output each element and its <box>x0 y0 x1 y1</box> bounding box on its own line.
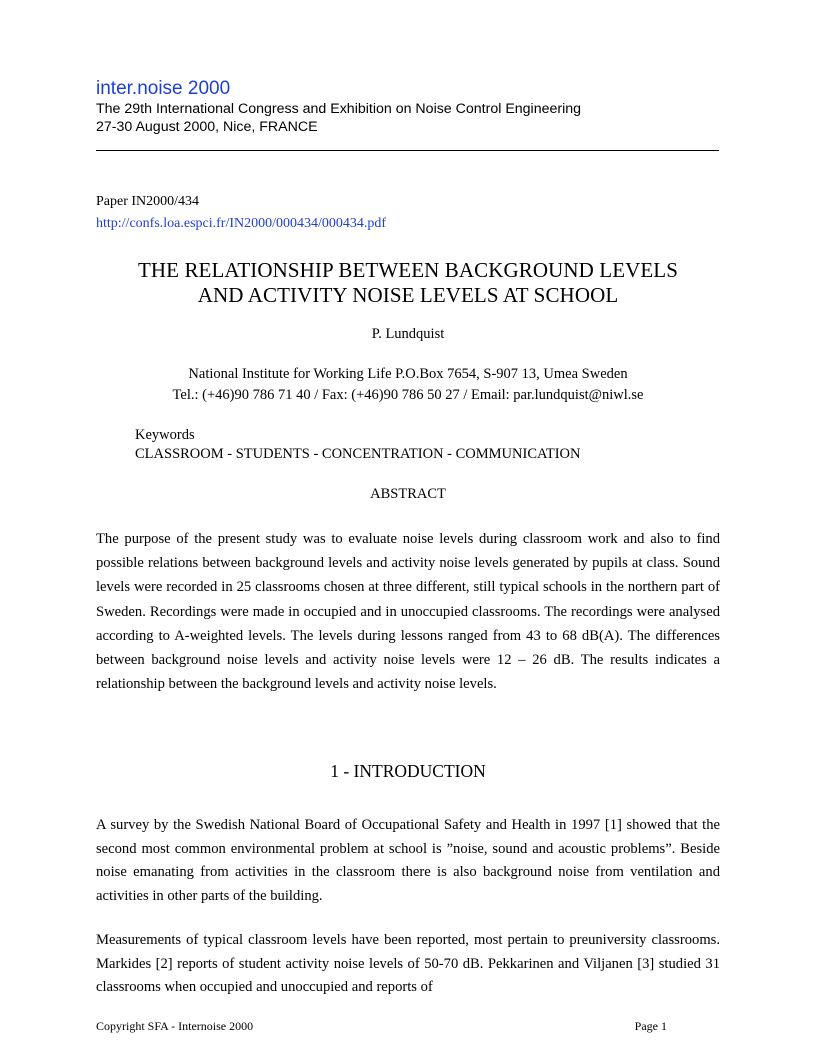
paper-title <box>96 258 720 308</box>
conference-name: inter.noise 2000 <box>96 78 231 99</box>
abstract-body: The purpose of the present study was to evaluate noise levels during classroom work and also to find possible relations between background levels and activity noise levels generated by pupils at class. Sound levels were recorded in 25 classrooms chosen at three different, still typical schools in the northern part of Sweden. Recordings were made in occupied and in unoccupied classrooms. The recordings were analysed according to A-weighted levels. The levels during lessons ranged from 43 to 68 dB(A). The differences between background noise levels and activity noise levels were 12 – 26 dB. The results indicates a relationship between the background levels and activity noise levels. <box>96 531 720 693</box>
paper-title-line-2: AND ACTIVITY NOISE LEVELS AT SCHOOL <box>197 283 619 307</box>
affiliation-address: National Institute for Working Life P.O.Box 7654, S-907 13, Umea Sweden <box>188 366 628 382</box>
abstract-heading: ABSTRACT <box>370 486 446 502</box>
conference-date-location: 27-30 August 2000, Nice, FRANCE <box>96 119 318 135</box>
paper-url-link[interactable]: http://confs.loa.espci.fr/IN2000/000434/000434.pdf <box>96 216 387 231</box>
footer-copyright: Copyright SFA - Internoise 2000 <box>96 1019 254 1033</box>
author-affiliation <box>96 364 720 406</box>
footer-page-number: Page 1 <box>634 1019 667 1033</box>
paper-author: P. Lundquist <box>371 326 445 342</box>
conference-subtitle: The 29th International Congress and Exhibition on Noise Control Engineering <box>96 101 582 117</box>
affiliation-contact: Tel.: (+46)90 786 71 40 / Fax: (+46)90 786 50 27 / Email: par.lundquist@niwl.se <box>172 387 644 403</box>
header-divider <box>96 150 719 151</box>
keywords-list: CLASSROOM - STUDENTS - CONCENTRATION - COMMUNICATION <box>135 446 581 462</box>
introduction-paragraph-1: A survey by the Swedish National Board of Occupational Safety and Health in 1997 [1] showed that the second most common environmental problem at school is ”noise, sound and acoustic problems”. Beside noise emanating from activities in the classroom there is also background noise from ventilation and activities in other parts of the building. <box>96 817 720 904</box>
keywords-label: Keywords <box>135 427 195 443</box>
keywords-block <box>135 426 581 464</box>
introduction-heading: 1 - INTRODUCTION <box>330 761 486 781</box>
introduction-paragraph-2: Measurements of typical classroom levels have been reported, most pertain to preuniversity classrooms. Markides [2] reports of student activity noise levels of 50-70 dB. Pekkarinen and Viljanen [3] studied 31 classrooms when occupied and unoccupied and reports of <box>96 932 720 995</box>
paper-title-line-1: THE RELATIONSHIP BETWEEN BACKGROUND LEVELS <box>137 258 679 282</box>
paper-id: Paper IN2000/434 <box>96 194 200 209</box>
conference-header <box>96 78 720 136</box>
